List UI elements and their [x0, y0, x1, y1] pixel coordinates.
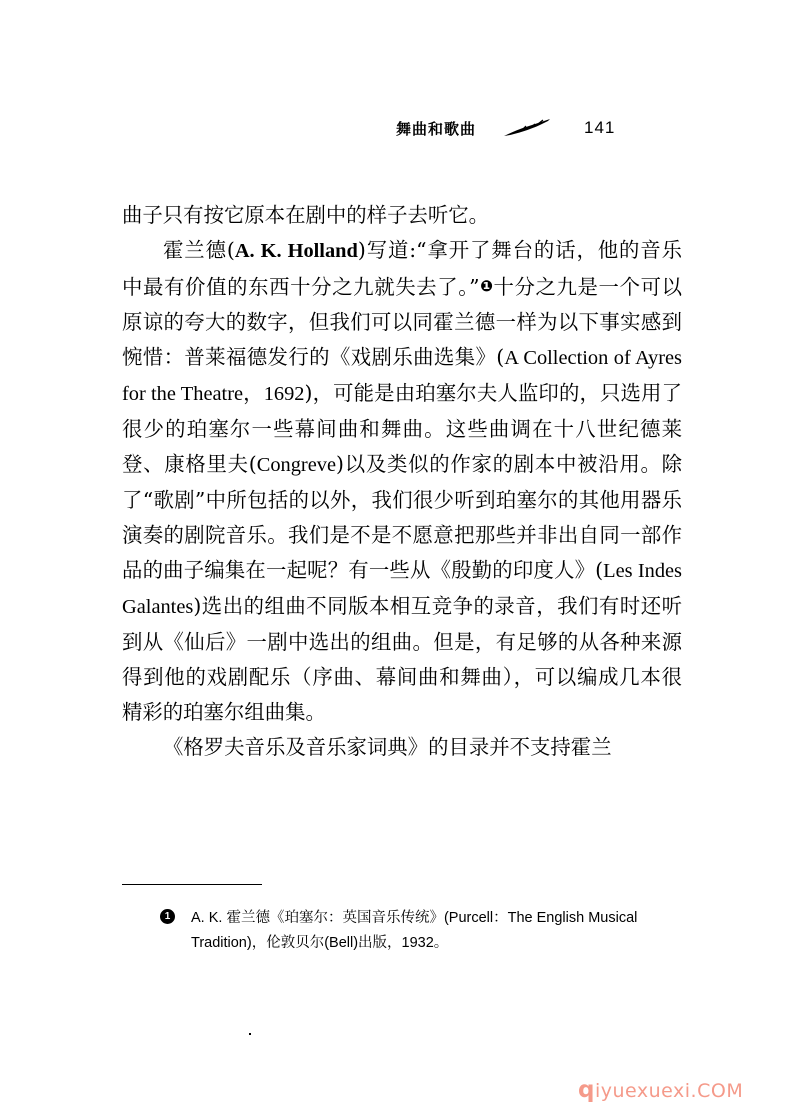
footnote [160, 906, 684, 956]
body-text [122, 198, 682, 765]
footnote-reference[interactable]: ❶ [479, 277, 494, 295]
paragraph [122, 198, 682, 233]
footnote-divider [122, 884, 262, 885]
paragraph-text: )以及类似的作家的剧本中被沿用。除了“歌剧”中所包括的以外，我们很少听到珀塞尔的其他用器乐演奏的剧院音乐。我们是不是不愿意把那些并非出自同一部作品的曲子编集在一起呢？有一些从《殷勤的印度人》( [122, 452, 682, 582]
footnote-text: A. K. 霍兰德《珀塞尔：英国音乐传统》(Purcell：The English Musical Tradition)，伦敦贝尔(Bell)出版，1932。 [191, 910, 638, 951]
paragraph [122, 233, 682, 730]
latin-name: Congreve [256, 454, 336, 476]
latin-title: A Collection of Ayres for the Theatre，1692 [122, 347, 682, 405]
paragraph-text: 曲子只有按它原本在剧中的样子去听它。 [122, 203, 490, 227]
quill-icon [502, 118, 552, 138]
paragraph-text: )写道:“拿开了舞台的话，他的音乐中最有价值的东西十分之九就失去了。” [122, 238, 682, 299]
paragraph-text: 十分之九是一个可以原谅的夸大的数字，但我们可以同霍兰德一样为以下事实感到惋惜：普莱福德发行的《戏剧乐曲选集》( [122, 275, 682, 369]
paragraph-text: 《格罗夫音乐及音乐家词典》的目录并不支持霍兰 [163, 735, 612, 759]
latin-title: Les Indes Galantes [122, 560, 682, 618]
watermark [578, 1077, 743, 1103]
page-number: 141 [584, 118, 616, 137]
watermark-q: q [578, 1077, 595, 1103]
running-header [396, 116, 615, 140]
paragraph-text: )，可能是由珀塞尔夫人监印的，只选用了很少的珀塞尔一些幕间曲和舞曲。这些曲调在十八世纪德莱登、康格里夫( [122, 381, 682, 476]
footnote-marker: 1 [160, 909, 175, 924]
watermark-text: iyuexuexi.COM [594, 1080, 744, 1102]
paragraph [122, 730, 682, 765]
scan-speck [249, 1033, 251, 1035]
running-title: 舞曲和歌曲 [396, 119, 477, 138]
latin-name: A. K. Holland [234, 240, 358, 262]
paragraph-text: 霍兰德( [163, 238, 235, 262]
paragraph-text: )选出的组曲不同版本相互竞争的录音，我们有时还听到从《仙后》一剧中选出的组曲。但是，有足够的从各种来源得到他的戏剧配乐（序曲、幕间曲和舞曲），可以编成几本很精彩的珀塞尔组曲集。 [122, 594, 682, 724]
